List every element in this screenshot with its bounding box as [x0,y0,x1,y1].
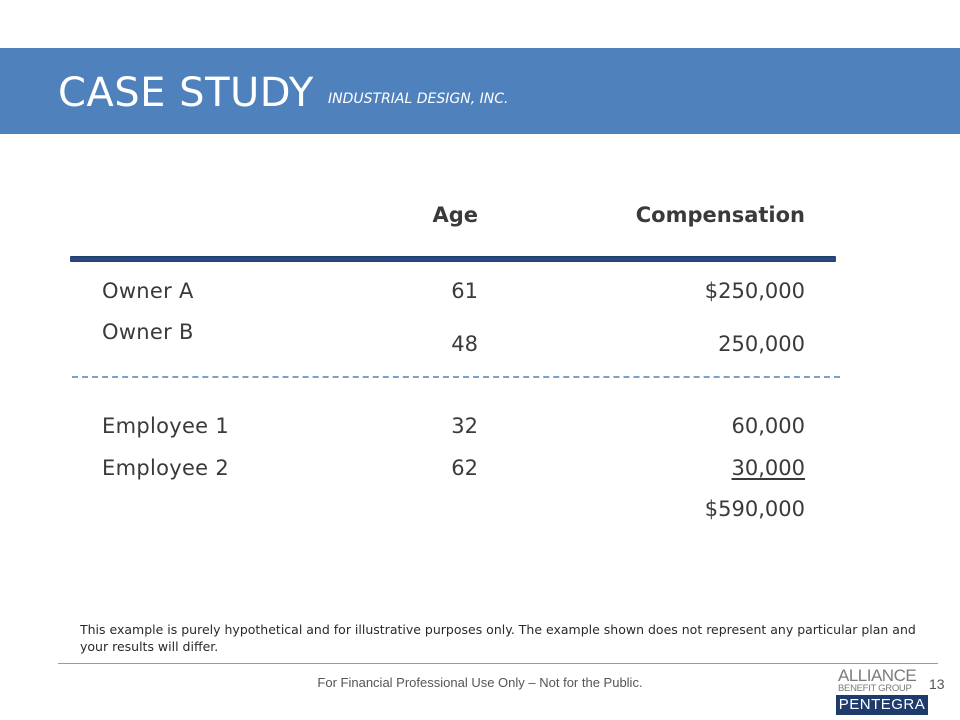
compensation-column-header: Compensation [635,203,805,227]
owner-b-compensation: 250,000 [718,332,805,356]
owners-employees-divider [72,376,840,378]
employee-1-name: Employee 1 [102,414,230,438]
footer-divider [58,663,938,664]
employee-2-compensation: 30,000 [731,456,805,480]
disclaimer-text: This example is purely hypothetical and for illustrative purposes only. The example shown does not represent any particular plan and your results will differ. [80,622,916,654]
owner-a-compensation: $250,000 [704,279,805,303]
logo-alliance-text: ALLIANCE [838,666,917,685]
company-logo [836,666,928,716]
employee-2-age: 62 [451,456,478,480]
header-divider [70,256,836,262]
employee-1-compensation: 60,000 [731,414,805,438]
age-column-header: Age [432,203,478,227]
logo-pentegra-text: PENTEGRA [836,695,928,715]
page-title: CASE STUDY [58,70,314,116]
employee-2-name: Employee 2 [102,456,230,480]
owner-a-age: 61 [451,279,478,303]
owner-a-name: Owner A [102,279,194,303]
owner-b-age: 48 [451,332,478,356]
page-subtitle: INDUSTRIAL DESIGN, INC. [328,91,509,107]
compensation-total: $590,000 [704,497,805,521]
owner-b-name: Owner B [102,320,194,344]
employee-1-age: 32 [451,414,478,438]
page-number: 13 [929,676,945,692]
logo-benefit-group-text: BENEFIT GROUP [838,683,912,694]
footer-notice: For Financial Professional Use Only – Not for the Public. [317,675,643,690]
